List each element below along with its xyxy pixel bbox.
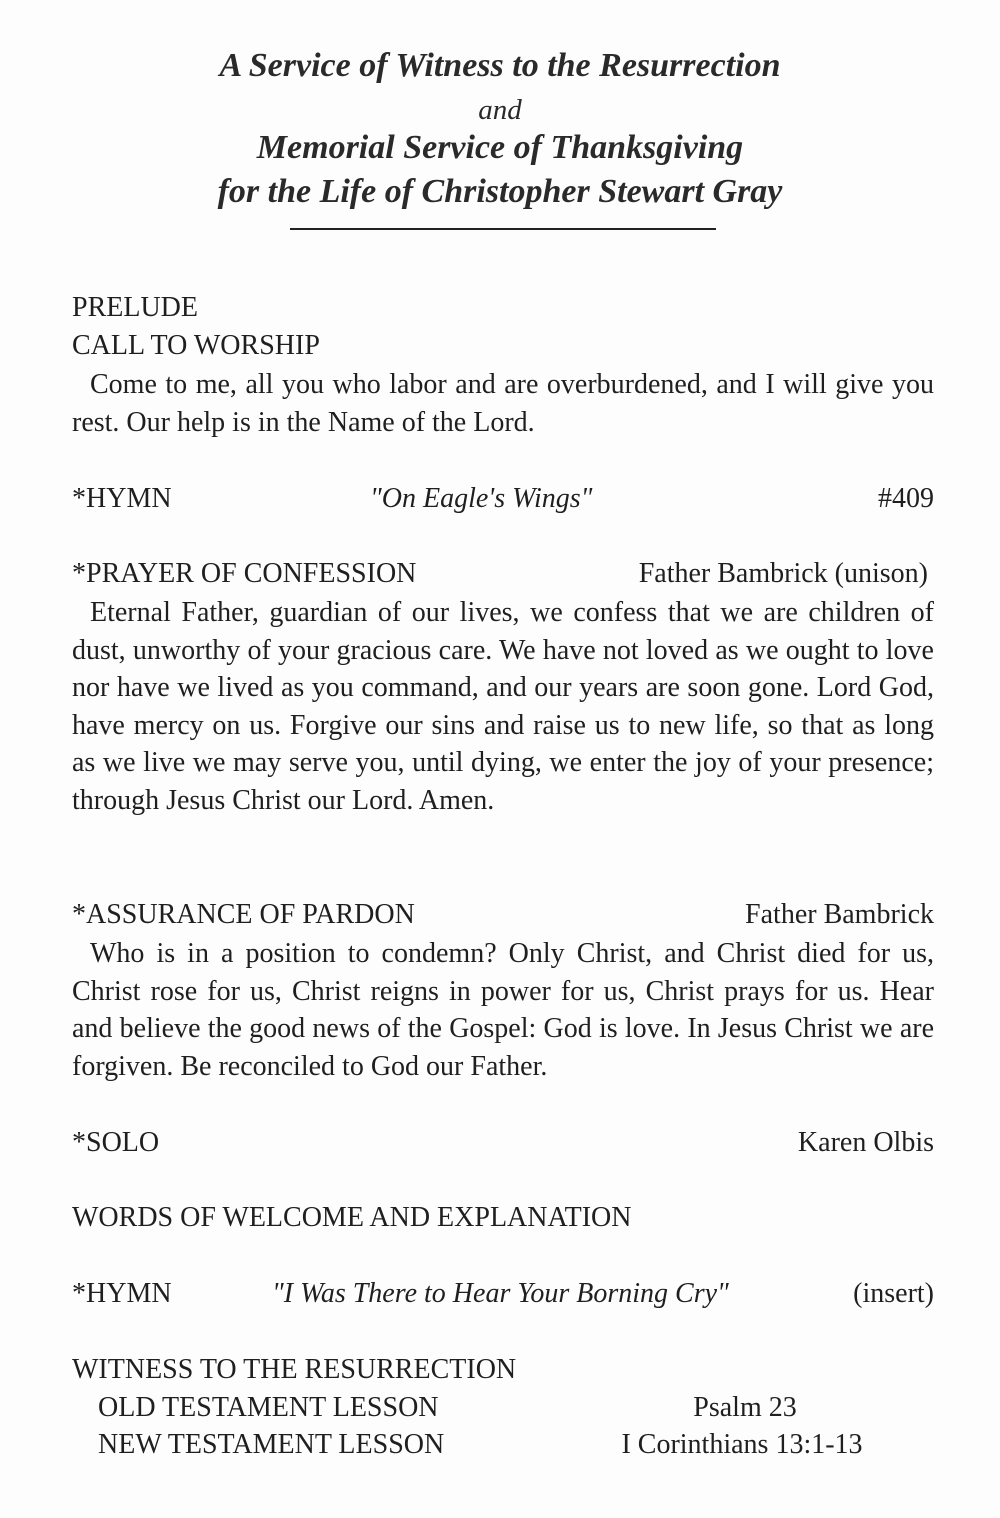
assurance-of-pardon-heading: *ASSURANCE OF PARDON [72, 899, 415, 930]
new-testament-lesson-label: NEW TESTAMENT LESSON [98, 1429, 445, 1460]
title-line-2: and [478, 94, 522, 126]
witness-heading: WITNESS TO THE RESURRECTION [72, 1354, 517, 1385]
new-testament-lesson-reference: I Corinthians 13:1-13 [621, 1429, 863, 1460]
hymn-1-title: "On Eagle's Wings" [370, 483, 593, 514]
call-to-worship-heading: CALL TO WORSHIP [72, 330, 320, 361]
hymn-1-number: #409 [878, 483, 934, 514]
prelude-heading: PRELUDE [72, 292, 198, 323]
assurance-of-pardon-leader: Father Bambrick [745, 899, 934, 930]
title-line-4: for the Life of Christopher Stewart Gray [217, 173, 783, 210]
hymn-2-note: (insert) [853, 1278, 934, 1309]
assurance-of-pardon-text: Who is in a position to condemn? Only Christ, and Christ died for us, Christ rose for us, Christ reigns in power for us, Christ prays for us. Hear and believe the good news of the Gospel: God is love. In Jesus Christ we are forgiven. Be reconciled to God our Father. [72, 938, 934, 1082]
old-testament-lesson-label: OLD TESTAMENT LESSON [98, 1392, 439, 1423]
prayer-of-confession-heading: *PRAYER OF CONFESSION [72, 558, 417, 589]
title-divider [290, 228, 716, 230]
solo-performer: Karen Olbis [797, 1127, 934, 1158]
old-testament-lesson-reference: Psalm 23 [693, 1392, 797, 1423]
hymn-1-label: *HYMN [72, 483, 172, 514]
title-line-3: Memorial Service of Thanksgiving [256, 129, 744, 166]
hymn-2-title: "I Was There to Hear Your Borning Cry" [272, 1278, 729, 1309]
solo-heading: *SOLO [72, 1127, 160, 1158]
call-to-worship-text: Come to me, all you who labor and are overburdened, and I will give you rest. Our help is in the Name of the Lord. [72, 369, 934, 438]
prayer-of-confession-text: Eternal Father, guardian of our lives, we confess that we are children of dust, unworthy of your gracious care. We have not loved as we ought to love nor have we lived as you command, and our years are soon gone. Lord God, have mercy on us. Forgive our sins and raise us to new life, so that as long as we live we may serve you, until dying, we enter the joy of your presence; through Jesus Christ our Lord. Amen. [72, 597, 934, 816]
prayer-of-confession-leader: Father Bambrick (unison) [638, 558, 928, 589]
welcome-heading: WORDS OF WELCOME AND EXPLANATION [72, 1202, 632, 1233]
hymn-2-label: *HYMN [72, 1278, 172, 1309]
title-line-1: A Service of Witness to the Resurrection [219, 47, 781, 84]
